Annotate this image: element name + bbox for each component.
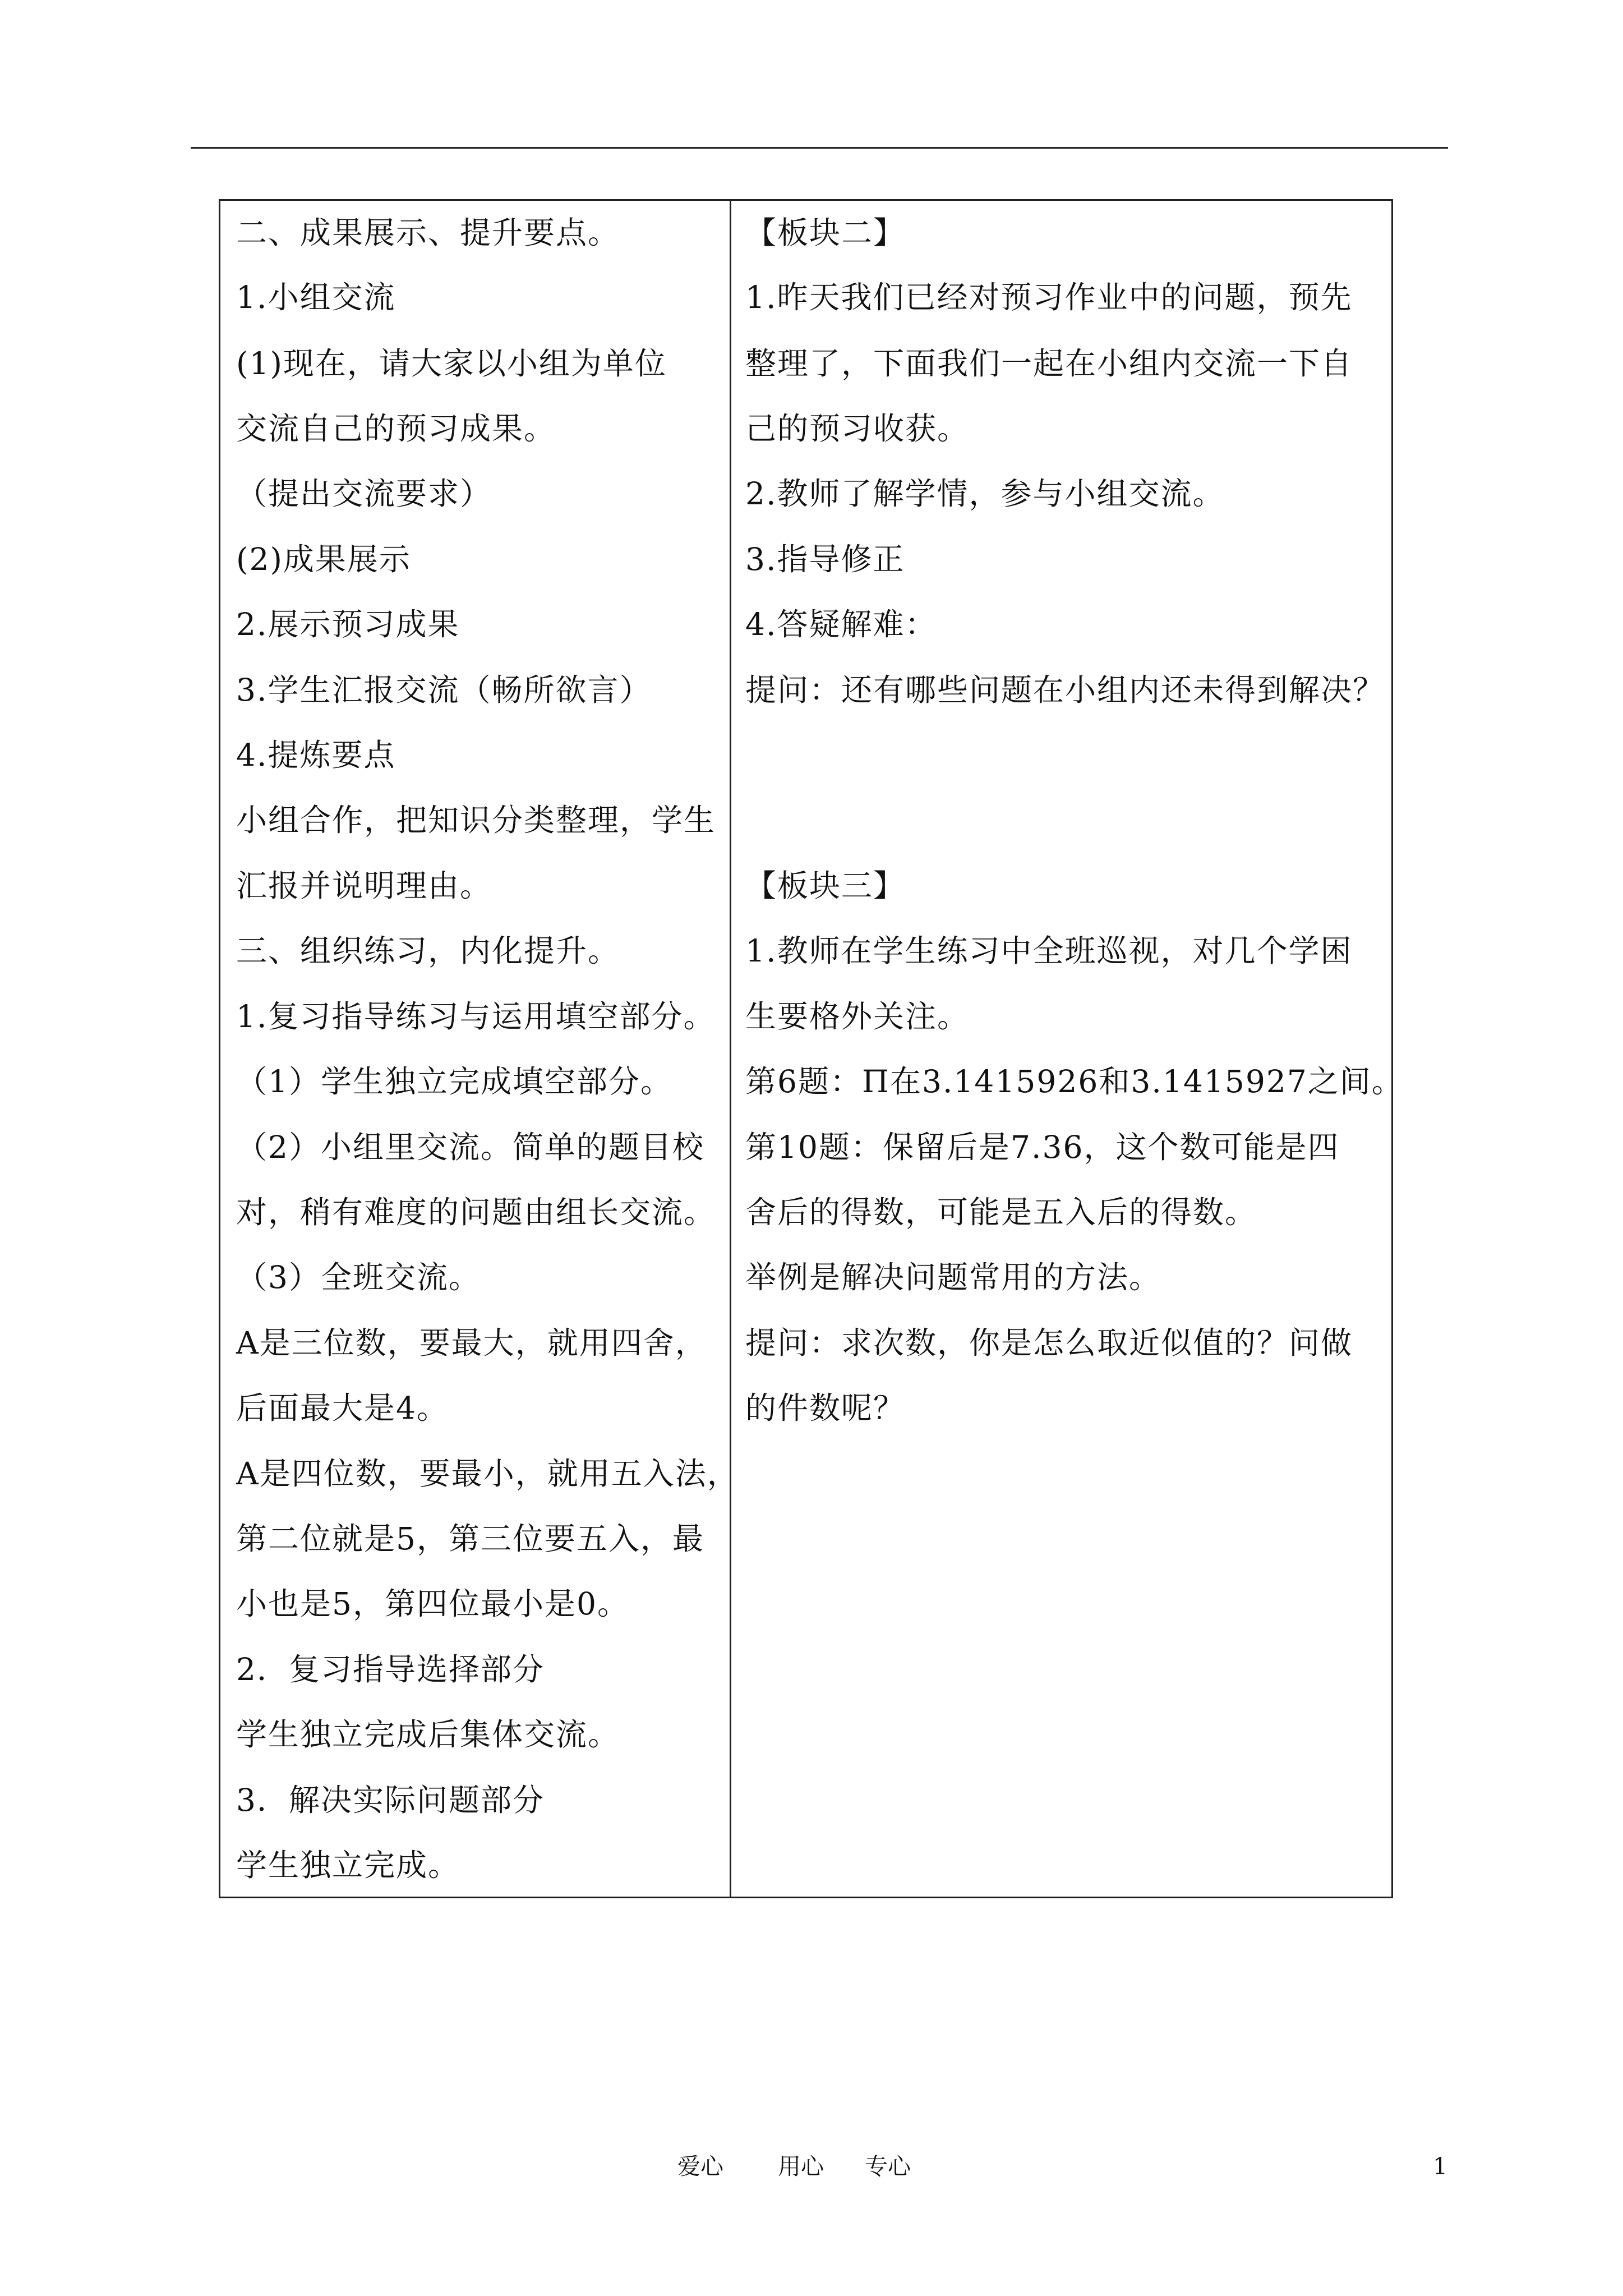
left-line: 1.复习指导练习与运用填空部分。 <box>236 999 716 1034</box>
right-line: 第6题：Π在3.1415926和3.1415927之间。 <box>745 1064 1404 1099</box>
left-line: 3．解决实际问题部分 <box>236 1782 545 1818</box>
left-line: (2)成果展示 <box>236 541 411 577</box>
left-line: 4.提炼要点 <box>236 737 396 773</box>
left-line: 三、组织练习，内化提升。 <box>236 933 620 969</box>
left-line: 学生独立完成后集体交流。 <box>236 1717 620 1752</box>
left-line: 1.小组交流 <box>236 279 396 315</box>
right-line: 举例是解决问题常用的方法。 <box>745 1259 1161 1295</box>
right-line: 第10题：保留后是7.36，这个数可能是四 <box>745 1129 1340 1165</box>
lesson-table <box>219 199 1404 1898</box>
page-number: 1 <box>1433 2153 1448 2180</box>
right-line: 1.教师在学生练习中全班巡视，对几个学困 <box>745 933 1353 969</box>
right-line: 4.答疑解难： <box>745 606 937 642</box>
left-line: A是四位数，要最小，就用五入法， <box>236 1456 739 1492</box>
left-line: 第二位就是5，第三位要五入，最 <box>236 1521 704 1557</box>
left-line: 二、成果展示、提升要点。 <box>236 215 620 251</box>
left-line: （1）学生独立完成填空部分。 <box>236 1064 672 1099</box>
right-line: 舍后的得数，可能是五入后的得数。 <box>745 1194 1257 1230</box>
left-line: 2．复习指导选择部分 <box>236 1651 545 1687</box>
left-line: 后面最大是4。 <box>236 1390 449 1426</box>
right-line: 1.昨天我们已经对预习作业中的问题，预先 <box>745 279 1353 315</box>
right-line: 2.教师了解学情，参与小组交流。 <box>745 476 1225 512</box>
section-heading: 【板块二】 <box>745 215 906 251</box>
footer-text: 用心 <box>778 2153 824 2180</box>
left-line: (1)现在，请大家以小组为单位 <box>236 346 667 381</box>
right-line: 提问：求次数，你是怎么取近似值的？问做 <box>745 1325 1353 1361</box>
footer-text: 专心 <box>865 2153 911 2180</box>
left-line: 交流自己的预习成果。 <box>236 411 556 447</box>
left-line: 小组合作，把知识分类整理，学生 <box>236 802 716 838</box>
left-line: 对，稍有难度的问题由组长交流。 <box>236 1194 716 1230</box>
left-line: 2.展示预习成果 <box>236 606 460 642</box>
footer-text: 爱心 <box>677 2153 723 2180</box>
left-line: 小也是5，第四位最小是0。 <box>236 1586 629 1622</box>
left-line: 学生独立完成。 <box>236 1847 460 1883</box>
column-divider <box>730 201 731 1897</box>
section-heading: 【板块三】 <box>745 868 906 904</box>
left-line: （2）小组里交流。简单的题目校 <box>236 1129 704 1165</box>
right-line: 3.指导修正 <box>745 541 905 577</box>
right-line: 的件数呢？ <box>745 1390 906 1426</box>
left-line: （3）全班交流。 <box>236 1259 481 1295</box>
right-line: 生要格外关注。 <box>745 999 970 1034</box>
left-line: A是三位数，要最大，就用四舍， <box>236 1325 707 1361</box>
right-line: 整理了，下面我们一起在小组内交流一下自 <box>745 346 1353 381</box>
header-rule <box>191 147 1448 149</box>
left-line: 3.学生汇报交流（畅所欲言） <box>236 672 652 708</box>
right-line: 己的预习收获。 <box>745 411 970 447</box>
left-line: 汇报并说明理由。 <box>236 868 492 904</box>
left-line: （提出交流要求） <box>236 476 492 512</box>
right-line: 提问：还有哪些问题在小组内还未得到解决？ <box>745 672 1385 708</box>
